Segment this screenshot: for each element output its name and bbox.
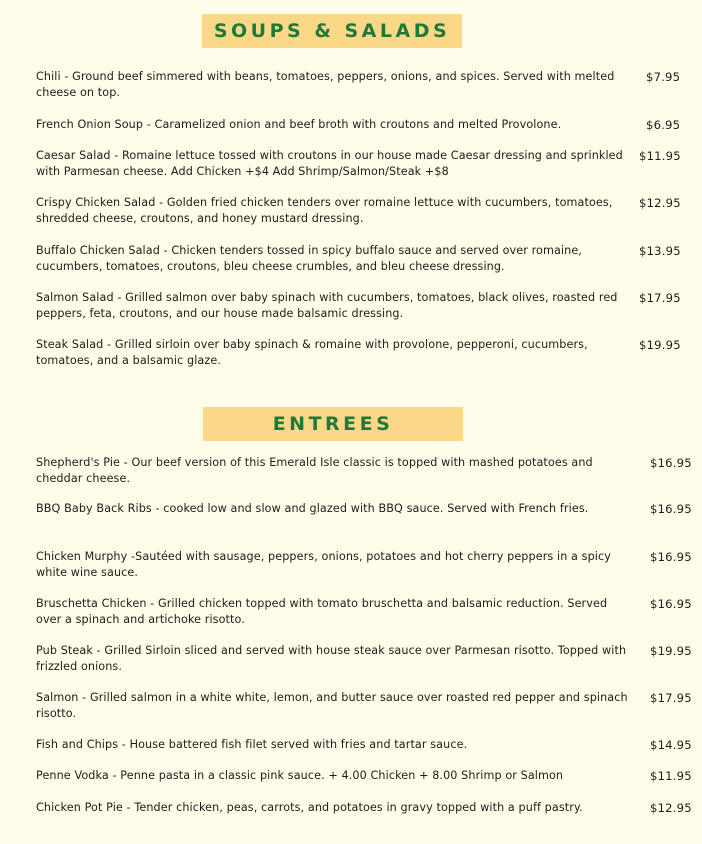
price-caesar-salad: $11.95	[639, 149, 681, 163]
price-penne-vodka: $11.95	[650, 769, 692, 783]
menu-item-pub-steak: Pub Steak - Grilled Sirloin sliced and served with house steak sauce over Parmesan risotto. Topped with frizzled onions.	[36, 644, 627, 673]
price-salmon: $17.95	[650, 691, 692, 705]
price-pub-steak: $19.95	[650, 644, 692, 658]
menu-item-shepherds-pie: Shepherd's Pie - Our beef version of this Emerald Isle classic is topped with mashed potatoes and cheddar cheese.	[36, 456, 593, 485]
price-chicken-murphy: $16.95	[650, 550, 692, 564]
menu-item-chicken-murphy: Chicken Murphy -Sautéed with sausage, peppers, onions, potatoes and hot cherry peppers in a spicy white wine sauce.	[36, 550, 611, 579]
price-fish-and-chips: $14.95	[650, 738, 692, 752]
price-french-onion-soup: $6.95	[646, 118, 681, 132]
price-chili: $7.95	[646, 70, 681, 84]
menu-item-crispy-chicken-salad: Crispy Chicken Salad - Golden fried chicken tenders over romaine lettuce with cucumbers, tomatoes, shredded cheese, croutons, and honey mustard dressing.	[36, 196, 613, 225]
price-salmon-salad: $17.95	[639, 291, 681, 305]
price-shepherds-pie: $16.95	[650, 456, 692, 470]
menu-item-steak-salad: Steak Salad - Grilled sirloin over baby spinach & romaine with provolone, pepperoni, cucumbers, tomatoes, and a balsamic glaze.	[36, 338, 588, 367]
price-bruschetta-chicken: $16.95	[650, 597, 692, 611]
entrees-header: ENTREES	[203, 407, 463, 441]
menu-item-bruschetta-chicken: Bruschetta Chicken - Grilled chicken topped with tomato bruschetta and balsamic reduction. Served over a spinach and artichoke risotto.	[36, 597, 608, 626]
menu-item-chili: Chili - Ground beef simmered with beans, tomatoes, peppers, onions, and spices. Served with melted cheese on top.	[36, 70, 615, 99]
menu-item-salmon: Salmon - Grilled salmon in a white white, lemon, and butter sauce over roasted red pepper and spinach risotto.	[36, 691, 628, 720]
menu-item-chicken-pot-pie: Chicken Pot Pie - Tender chicken, peas, carrots, and potatoes in gravy topped with a puff pastry.	[36, 801, 583, 814]
price-steak-salad: $19.95	[639, 338, 681, 352]
menu-item-caesar-salad: Caesar Salad - Romaine lettuce tossed with croutons in our house made Caesar dressing and sprinkled with Parmesan cheese. Add Chicken +$4 Add Shrimp/Salmon/Steak +$8	[36, 149, 623, 178]
menu-item-bbq-ribs: BBQ Baby Back Ribs - cooked low and slow and glazed with BBQ sauce. Served with French fries.	[36, 502, 589, 515]
price-bbq-ribs: $16.95	[650, 502, 692, 516]
price-chicken-pot-pie: $12.95	[650, 801, 692, 815]
menu-item-french-onion-soup: French Onion Soup - Caramelized onion and beef broth with croutons and melted Provolone.	[36, 118, 562, 131]
menu-item-penne-vodka: Penne Vodka - Penne pasta in a classic pink sauce. + 4.00 Chicken + 8.00 Shrimp or Salmon	[36, 769, 564, 782]
price-crispy-chicken-salad: $12.95	[639, 196, 681, 210]
soups-salads-header: SOUPS & SALADS	[202, 14, 462, 48]
menu-item-buffalo-chicken-salad: Buffalo Chicken Salad - Chicken tenders tossed in spicy buffalo sauce and served over romaine, cucumbers, tomatoes, croutons, bleu cheese crumbles, and bleu cheese dressing.	[36, 244, 582, 273]
menu-item-salmon-salad: Salmon Salad - Grilled salmon over baby spinach with cucumbers, tomatoes, black olives, roasted red peppers, feta, croutons, and our house made balsamic dressing.	[36, 291, 618, 320]
menu-item-fish-and-chips: Fish and Chips - House battered fish filet served with fries and tartar sauce.	[36, 738, 468, 751]
price-buffalo-chicken-salad: $13.95	[639, 244, 681, 258]
